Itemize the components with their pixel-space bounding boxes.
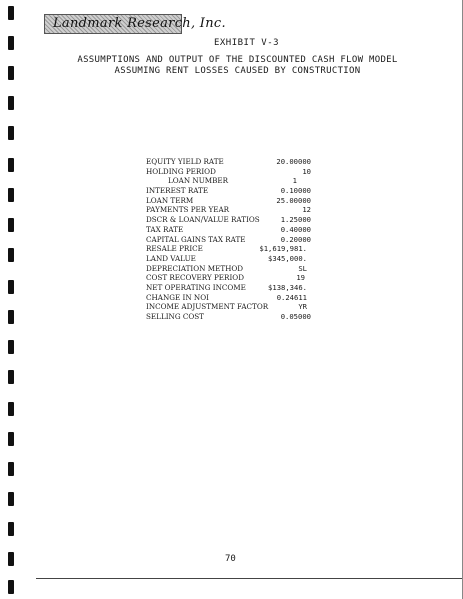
page-number: 70 [225, 554, 236, 564]
row-value: 0.20000 [280, 234, 311, 244]
row-value: 0.24611 [276, 292, 307, 302]
binding-hole [8, 218, 14, 232]
letterhead-text: Landmark Research, Inc. [53, 16, 226, 31]
row-label: DSCR & LOAN/VALUE RATIOS [146, 215, 260, 225]
row-label: LAND VALUE [146, 253, 196, 263]
binding-hole [8, 158, 14, 172]
table-row [146, 283, 311, 293]
binding-hole [8, 370, 14, 384]
table-row [146, 215, 311, 225]
binding-hole [8, 310, 14, 324]
page-title [0, 55, 463, 77]
row-value: SL [298, 263, 307, 273]
row-value: 0.05000 [280, 312, 311, 321]
assumptions-table [146, 157, 311, 322]
row-label: DEPRECIATION METHOD [146, 263, 244, 273]
binding-hole [8, 580, 14, 594]
binding-hole [8, 126, 14, 140]
binding-hole [8, 552, 14, 566]
title-line: ASSUMPTIONS AND OUTPUT OF THE DISCOUNTED CASH FLOW MODEL [77, 55, 398, 65]
row-label: EQUITY YIELD RATE [146, 157, 224, 166]
binding-hole [8, 462, 14, 476]
binding-hole [8, 522, 14, 536]
table-row [146, 312, 311, 322]
row-value: 0.10000 [280, 186, 311, 196]
row-value: 0.40000 [280, 224, 311, 234]
table-row [146, 157, 311, 167]
row-label: SELLING COST [146, 312, 204, 321]
row-value: $345,000. [268, 253, 307, 263]
table-row [146, 293, 311, 303]
row-value: 12 [302, 205, 311, 215]
table-row [146, 196, 311, 206]
row-value: 25.00000 [276, 195, 311, 205]
row-label: LOAN NUMBER [168, 176, 229, 186]
binding-hole [8, 188, 14, 202]
binding-hole [8, 280, 14, 294]
row-label: NET OPERATING INCOME [146, 282, 246, 292]
binding-hole [8, 432, 14, 446]
row-value: $1,619,981. [259, 244, 307, 254]
bottom-rule [36, 578, 463, 579]
table-row [146, 264, 311, 274]
letterhead-stamp [44, 14, 226, 34]
title-line: ASSUMING RENT LOSSES CAUSED BY CONSTRUCTION [114, 66, 361, 76]
binding-hole [8, 492, 14, 506]
table-row [146, 176, 311, 186]
row-value: YR [298, 302, 307, 312]
binding-hole [8, 6, 14, 20]
binding-hole [8, 96, 14, 110]
binding-hole [8, 402, 14, 416]
row-label: INCOME ADJUSTMENT FACTOR [146, 302, 269, 312]
row-label: COST RECOVERY PERIOD [146, 273, 244, 283]
table-row [146, 235, 311, 245]
table-row [146, 273, 311, 283]
row-value: 1 [292, 176, 297, 186]
row-label: CHANGE IN NOI [146, 292, 209, 302]
binding-holes [8, 0, 16, 599]
table-row [146, 244, 311, 254]
exhibit-label: EXHIBIT V-3 [213, 38, 280, 48]
row-value: 10 [302, 166, 311, 176]
row-label: CAPITAL GAINS TAX RATE [146, 234, 246, 244]
binding-hole [8, 248, 14, 262]
row-value: 19 [296, 273, 305, 283]
row-value: 20.00000 [276, 157, 311, 166]
table-row [146, 205, 311, 215]
row-label: LOAN TERM [146, 195, 194, 205]
table-row [146, 225, 311, 235]
binding-hole [8, 340, 14, 354]
table-row [146, 167, 311, 177]
row-label: INTEREST RATE [146, 186, 209, 196]
table-row [146, 254, 311, 264]
row-label: RESALE PRICE [146, 244, 203, 254]
table-row [146, 186, 311, 196]
row-label: TAX RATE [146, 224, 184, 234]
row-label: HOLDING PERIOD [146, 166, 216, 176]
row-value: $138,346. [268, 282, 307, 292]
row-value: 1.25000 [280, 215, 311, 225]
table-row [146, 302, 311, 312]
row-label: PAYMENTS PER YEAR [146, 205, 230, 215]
